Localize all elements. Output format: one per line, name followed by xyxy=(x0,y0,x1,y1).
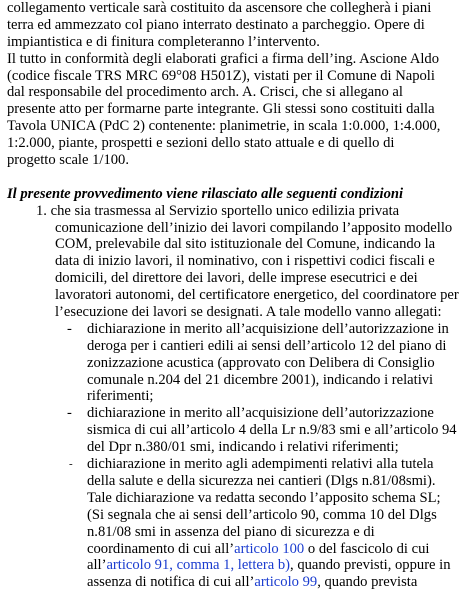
text-line: COM, prelevabile dal sito istituzionale del Comune, indicando la xyxy=(55,236,436,253)
text-line: domicili, del direttore dei lavori, delle imprese esecutrici e dei xyxy=(55,270,418,287)
text-line: Il tutto in conformità degli elaborati grafici a firma dell’ing. Ascione Aldo xyxy=(7,50,440,67)
bullet-text: dichiarazione in merito all’acquisizione dell’autorizzazione xyxy=(87,405,434,422)
text-line: n.81/08 smi in assenza del piano di sicurezza e di xyxy=(87,523,375,540)
bullet-item-2 xyxy=(7,405,463,456)
text-line: del Dpr n.380/01 smi, indicando i relativi riferimenti; xyxy=(87,439,399,456)
item-first-line: che sia trasmessa al Servizio sportello unico edilizia privata xyxy=(50,202,400,219)
intro-paragraph xyxy=(7,0,463,169)
paragraph-gap xyxy=(7,169,463,186)
conditions-heading: Il presente provvedimento viene rilasciato alle seguenti condizioni xyxy=(7,185,404,202)
text-line: (Si segnala che ai sensi dell’articolo 90, comma 10 del Dlgs xyxy=(87,506,437,523)
bullet-dash: - xyxy=(67,405,72,422)
text-line: collegamento verticale sarà costituito da ascensore che collegherà i piani xyxy=(7,0,432,16)
text-line: terra ed ammezzato col piano interrato destinato a parcheggio. Opere di xyxy=(7,16,425,33)
text-line xyxy=(7,574,463,591)
document-page xyxy=(7,0,463,591)
bullet-text: dichiarazione in merito agli adempimenti relativi alla tutela xyxy=(87,456,434,473)
text-line: della salute e della sicurezza nei cantieri (Dlgs n.81/08smi). xyxy=(87,472,436,489)
text-line: sismica di cui all’articolo 4 della Lr n.9/83 smi e all’articolo 94 xyxy=(87,422,457,439)
text-line: deroga per i cantieri edili ai sensi dell’articolo 12 del piano di xyxy=(87,337,447,354)
text-line: riferimenti; xyxy=(87,388,154,405)
text-line xyxy=(7,456,463,473)
text-line: comunale n.204 del 21 dicembre 2001), indicando i relativi xyxy=(87,371,434,388)
text-line: zonizzazione acustica (approvato con Delibera di Consiglio xyxy=(87,354,435,371)
text-line: 1:2.000, piante, prospetti e sezioni dello stato attuale e di quello di xyxy=(7,135,395,152)
text-fragment: all’ xyxy=(87,557,107,574)
text-fragment: assenza di notifica di cui all’ xyxy=(87,574,255,591)
text-line xyxy=(7,321,463,338)
text-line xyxy=(7,405,463,422)
bullet-item-1 xyxy=(7,321,463,405)
text-line xyxy=(7,541,463,558)
article-91-link[interactable]: articolo 91, comma 1, lettera b) xyxy=(106,557,291,574)
bullet-text: dichiarazione in merito all’acquisizione dell’autorizzazione in xyxy=(87,320,449,337)
text-fragment: coordinamento di cui all’ xyxy=(87,540,235,557)
text-line: l’esecuzione dei lavori se designati. A tale modello vanno allegati: xyxy=(55,304,442,321)
text-fragment: , quando prevista xyxy=(317,574,418,591)
text-line: comunicazione dell’inizio dei lavori compilando l’apposito modello xyxy=(55,219,453,236)
text-line: Tale dichiarazione va redatta secondo l’apposito schema SL; xyxy=(87,489,441,506)
bullet-dash: - xyxy=(67,320,72,337)
text-line xyxy=(7,203,463,220)
article-99-link[interactable]: articolo 99 xyxy=(254,574,318,591)
item-number: 1. xyxy=(36,202,47,219)
bullet-item-3 xyxy=(7,456,463,591)
text-fragment: o del fascicolo di cui xyxy=(304,540,430,557)
text-line: Tavola UNICA (PdC 2) contenente: planimetrie, in scala 1:0.000, 1:4.000, xyxy=(7,118,441,135)
text-line: presente atto per formarne parte integrante. Gli stessi sono costituiti dalla xyxy=(7,101,435,118)
text-line: (codice fiscale TRS MRC 69°08 H501Z), vistati per il Comune di Napoli xyxy=(7,67,435,84)
text-line: dal responsabile del procedimento arch. A. Crisci, che si allegano al xyxy=(7,84,403,101)
text-line xyxy=(7,557,463,574)
text-line: impiantistica e di finitura completeranno l’intervento. xyxy=(7,33,320,50)
text-line: data di inizio lavori, il nominativo, con i rispettivi codici fiscali e xyxy=(55,253,435,270)
text-line: progetto scale 1/100. xyxy=(7,152,129,169)
bullet-dash: - xyxy=(69,458,73,471)
text-fragment: , quando previsti, oppure in xyxy=(290,557,451,574)
article-100-link[interactable]: articolo 100 xyxy=(234,540,305,557)
condition-item-1 xyxy=(7,203,463,321)
text-line: lavoratori autonomi, del certificatore energetico, del coordinatore per xyxy=(55,287,459,304)
